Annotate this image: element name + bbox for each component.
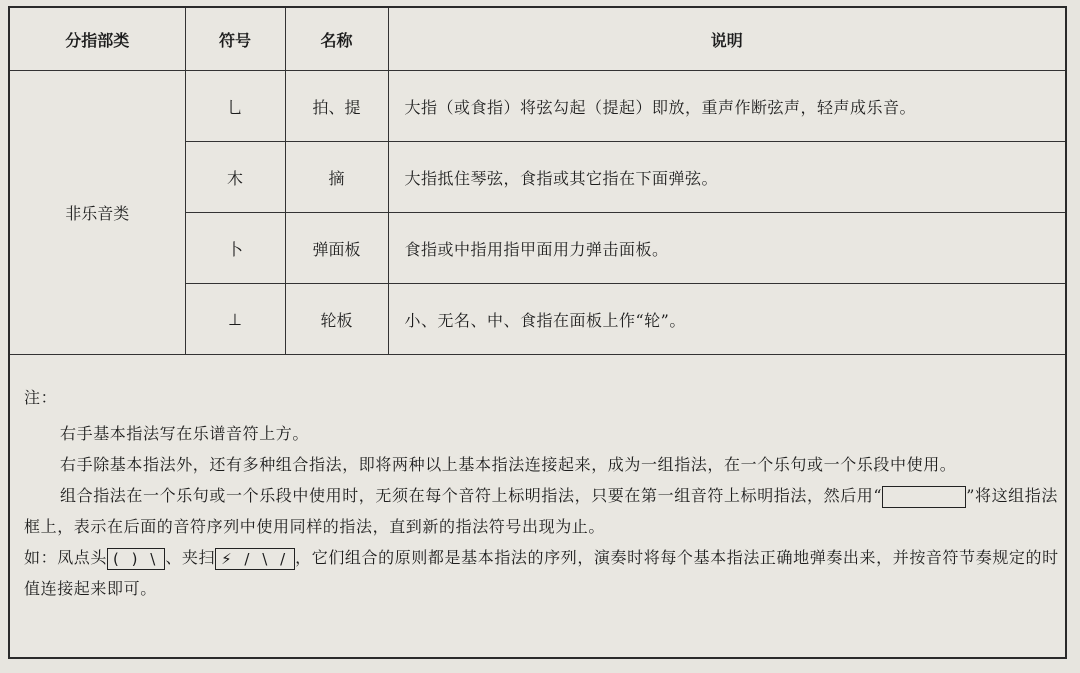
description-cell: 大指（或食指）将弦勾起（提起）即放，重声作断弦声，轻声成乐音。 xyxy=(388,71,1065,142)
description-cell: 食指或中指用指甲面用力弹击面板。 xyxy=(388,213,1065,284)
notes-label: 注： xyxy=(24,388,58,407)
bracket-box-icon xyxy=(882,486,966,508)
name-cell: 弹面板 xyxy=(285,213,388,284)
name-cell: 摘 xyxy=(285,142,388,213)
header-symbol: 符号 xyxy=(185,8,285,71)
notes-section xyxy=(24,382,1064,604)
symbol-cell: 木 xyxy=(185,142,285,213)
note-paragraph xyxy=(24,542,1064,604)
note-paragraph: 右手除基本指法外，还有多种组合指法，即将两种以上基本指法连接起来，成为一组指法，在一个乐句或一个乐段中使用。 xyxy=(60,455,957,474)
note-text: 、夹扫 xyxy=(165,548,216,567)
note-paragraph: 右手基本指法写在乐谱音符上方。 xyxy=(60,424,310,443)
symbol-cell: 乚 xyxy=(185,71,285,142)
header-name: 名称 xyxy=(285,8,388,71)
note-text: ，它们组合的原则都是基本指法的序列，演奏时将每个基本指法正确地弹奏出来，并按音符节奏规定的时值连接起来即可。 xyxy=(24,548,1059,598)
name-cell: 拍、提 xyxy=(285,71,388,142)
fingering-table xyxy=(10,8,1065,355)
note-text: 组合指法在一个乐句或一个乐段中使用时，无须在每个音符上标明指法，只要在第一组音符上标明指法，然后用“ xyxy=(60,486,883,505)
description-cell: 大指抵住琴弦，食指或其它指在下面弹弦。 xyxy=(388,142,1065,213)
category-cell: 非乐音类 xyxy=(10,71,185,355)
header-description: 说明 xyxy=(388,8,1065,71)
name-cell: 轮板 xyxy=(285,284,388,355)
note-text: 如：凤点头 xyxy=(24,548,108,567)
note-text: ”将这组指法框上，表示在后面的音符序列中使用同样的指法，直到新的指法符号出现为止。 xyxy=(24,486,1058,536)
description-cell: 小、无名、中、食指在面板上作“轮”。 xyxy=(388,284,1065,355)
table-row xyxy=(10,71,1065,142)
note-paragraph xyxy=(24,480,1064,542)
phoenix-nod-fingering-box: ( ) \ xyxy=(107,548,165,570)
table-header-row xyxy=(10,8,1065,71)
header-category: 分指部类 xyxy=(10,8,185,71)
symbol-cell: ⊥ xyxy=(185,284,285,355)
symbol-cell: 卜 xyxy=(185,213,285,284)
document-frame xyxy=(8,6,1067,659)
pinch-sweep-fingering-box: ⚡ / \ / xyxy=(215,548,295,570)
